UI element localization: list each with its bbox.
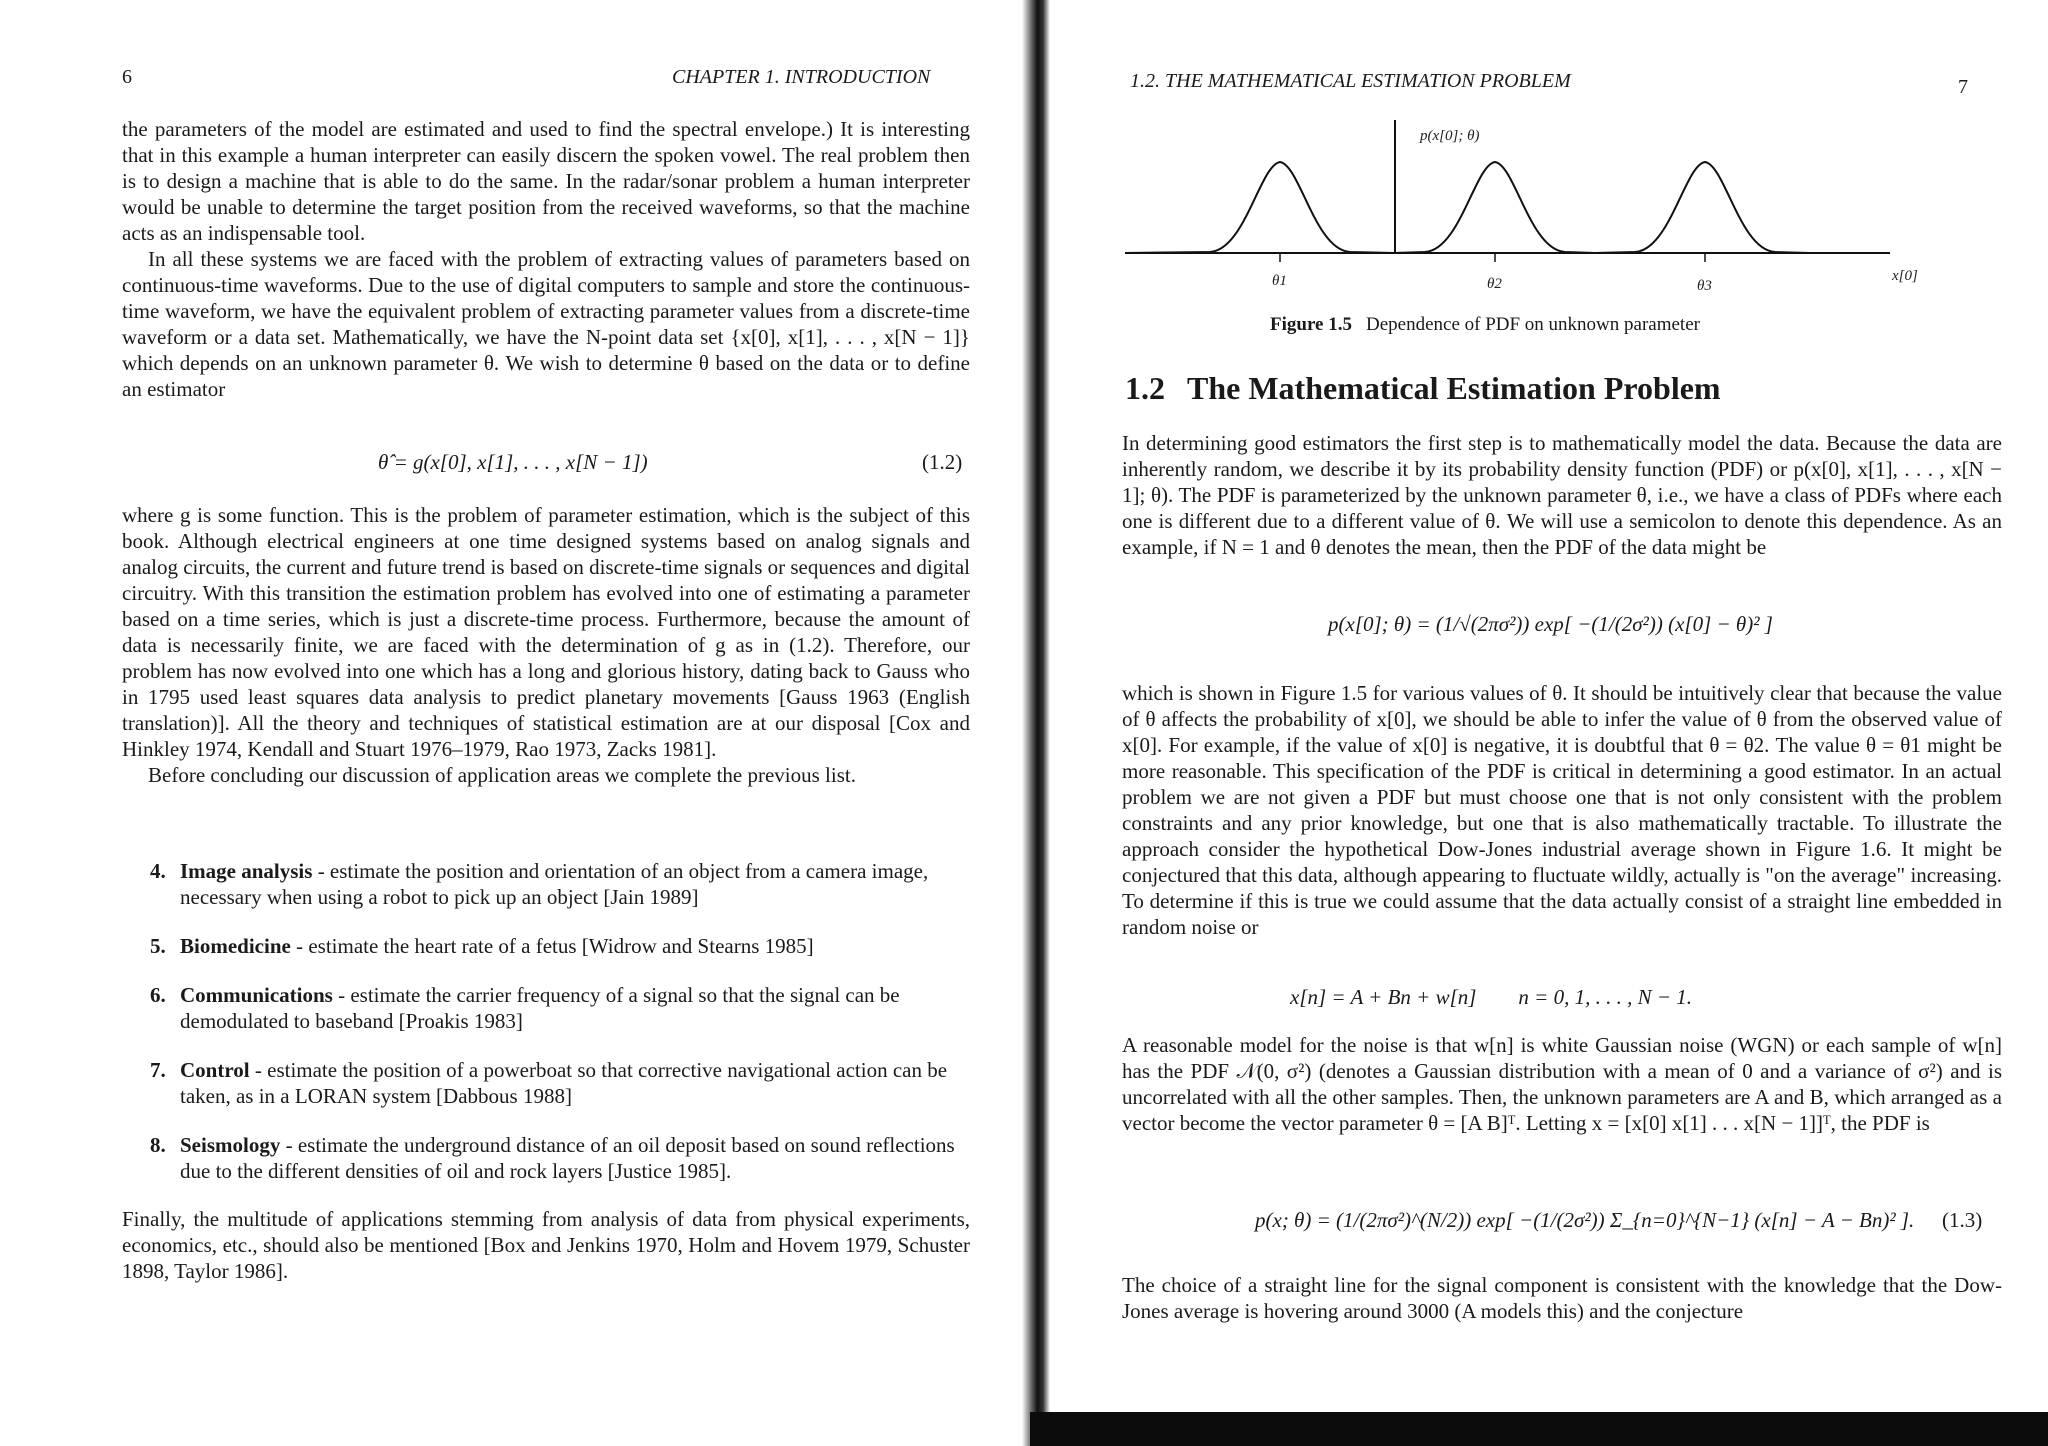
list-item-term: Communications	[180, 983, 333, 1007]
list-item	[150, 982, 970, 1034]
pdf-curve-theta3	[1595, 162, 1810, 253]
equation-pdf: p(x[0]; θ) = (1/√(2πσ²)) exp[ −(1/(2σ²)) (x[0] − θ)² ]	[1328, 612, 1773, 636]
right-running-head: 1.2. THE MATHEMATICAL ESTIMATION PROBLEM	[1130, 70, 1571, 92]
section-heading	[1125, 370, 1721, 407]
left-page-number: 6	[122, 66, 132, 88]
book-spine-shadow	[1022, 0, 1050, 1446]
figure-1-5	[1050, 110, 2048, 300]
list-item-term: Image analysis	[180, 859, 313, 883]
right-para-3: A reasonable model for the noise is that w[n] is white Gaussian noise (WGN) or each sample of w[n] has the PDF 𝒩(0, σ²) (denotes a Gaussian distribution with a mean of 0 and a variance of σ²) and is uncorrelated with all the other samples. Then, the unknown parameters are A and B, which arranged as a vector become the vector parameter θ = [A B]ᵀ. Letting x = [x[0] x[1] . . . x[N − 1]]ᵀ, the PDF is	[1122, 1033, 2002, 1135]
tick-label-theta1: θ1	[1272, 273, 1287, 289]
application-list	[150, 858, 970, 1207]
figure-caption-label: Figure 1.5	[1270, 314, 1352, 335]
left-running-head: CHAPTER 1. INTRODUCTION	[672, 66, 931, 88]
left-para-3: where g is some function. This is the problem of parameter estimation, which is the subject of this book. Although electrical engineers at one time designed systems based on analog signals and analog circuits, the current and future trend is based on discrete-time signals or sequences and digital circuitry. With this transition the estimation problem has evolved into one of estimating a parameter based on a time series, which is just a discrete-time process. Furthermore, because the amount of data is necessarily finite, we are faced with the determination of g as in (1.2). Therefore, our problem has now evolved into one which has a long and glorious history, dating back to Gauss who in 1795 used least squares data analysis to predict planetary movements [Gauss 1963 (English translation)]. All the theory and techniques of statistical estimation are at our disposal [Cox and Hinkley 1974, Kendall and Stuart 1976–1979, Rao 1973, Zacks 1981].	[122, 503, 970, 761]
right-para-4: The choice of a straight line for the signal component is consistent with the knowledge that the Dow-Jones average is hovering around 3000 (A models this) and the conjecture	[1122, 1273, 2002, 1323]
equation-1-3-number: (1.3)	[1942, 1208, 1983, 1232]
list-item-text: - estimate the underground distance of an oil deposit based on sound reflections due to the different densities of oil and rock layers [Justice 1985].	[180, 1133, 955, 1183]
left-body-bottom	[122, 1206, 970, 1284]
pdf-curve-theta1	[1125, 162, 1395, 253]
list-item-number: 4.	[150, 859, 166, 883]
list-item-number: 5.	[150, 934, 166, 958]
left-para-4: Before concluding our discussion of application areas we complete the previous list.	[148, 763, 856, 787]
equation-1-3: p(x; θ) = (1/(2πσ²)^(N/2)) exp[ −(1/(2σ²)) Σ_{n=0}^{N−1} (x[n] − A − Bn)² ].	[1255, 1208, 1915, 1232]
section-title: The Mathematical Estimation Problem	[1187, 370, 1721, 406]
list-item-text: - estimate the heart rate of a fetus [Widrow and Stearns 1985]	[290, 934, 814, 958]
left-body-top	[122, 116, 970, 402]
figure-caption	[1270, 314, 1700, 336]
list-item-text: - estimate the position of a powerboat so that corrective navigational action can be taken, as in a LORAN system [Dabbous 1988]	[180, 1058, 948, 1108]
list-item	[150, 858, 970, 910]
tick-label-theta2: θ2	[1487, 276, 1502, 292]
pdf-curve-theta2	[1395, 162, 1595, 253]
left-para-5: Finally, the multitude of applications stemming from analysis of data from physical experiments, economics, etc., should also be mentioned [Box and Jenkins 1970, Holm and Hovem 1979, Schuster 1898, Taylor 1986].	[122, 1207, 970, 1283]
right-para-1: In determining good estimators the first step is to mathematically model the data. Because the data are inherently random, we describe it by its probability density function (PDF) or p(x[0], x[1], . . . , x[N − 1]; θ). The PDF is parameterized by the unknown parameter θ, i.e., we have a class of PDFs where each one is different due to a different value of θ. We will use a semicolon to denote this dependence. As an example, if N = 1 and θ denotes the mean, then the PDF of the data might be	[1122, 431, 2002, 559]
equation-1-2-number: (1.2)	[922, 450, 963, 474]
right-body-middle	[1122, 680, 2002, 940]
right-para-2: which is shown in Figure 1.5 for various values of θ. It should be intuitively clear that because the value of θ affects the probability of x[0], we should be able to infer the value of θ from the observed value of x[0]. For example, if the value of x[0] is negative, it is doubtful that θ = θ2. The value θ = θ1 might be more reasonable. This specification of the PDF is critical in determining a good estimator. In an actual problem we are not given a PDF but must choose one that is not only consistent with the problem constraints and any prior knowledge, but one that is also mathematically tractable. To illustrate the approach consider the hypothetical Dow-Jones industrial average shown in Figure 1.6. It might be conjectured that this data, although appearing to fluctuate wildly, actually is "on the average" increasing. To determine if this is true we could assume that the data actually consist of a straight line embedded in random noise or	[1122, 681, 2002, 939]
list-item-term: Biomedicine	[180, 934, 291, 958]
figure-y-label: p(x[0]; θ)	[1420, 128, 1480, 144]
list-item	[150, 1132, 970, 1184]
section-number: 1.2	[1125, 370, 1165, 406]
right-page-number: 7	[1958, 76, 1968, 98]
list-item-term: Seismology	[180, 1133, 281, 1157]
figure-caption-text: Dependence of PDF on unknown parameter	[1365, 314, 1700, 335]
equation-line-model: x[n] = A + Bn + w[n] n = 0, 1, . . . , N − 1.	[1290, 985, 1693, 1009]
left-body-middle	[122, 502, 970, 788]
list-item	[150, 933, 970, 959]
left-para-1: the parameters of the model are estimated and used to find the spectral envelope.) It is interesting that in this example a human interpreter can easily discern the spoken vowel. The real problem then is to design a machine that is able to do the same. In the radar/sonar problem a human interpreter would be unable to determine the target position from the received waveforms, so that the machine acts as an indispensable tool.	[122, 117, 970, 245]
right-body-bottom	[1122, 1272, 2002, 1324]
list-item-number: 7.	[150, 1058, 166, 1082]
list-item	[150, 1057, 970, 1109]
list-item-text: - estimate the carrier frequency of a signal so that the signal can be demodulated to baseband [Proakis 1983]	[180, 983, 900, 1033]
right-page	[1050, 0, 2048, 1446]
right-body-lower	[1122, 1032, 2002, 1136]
list-item-number: 8.	[150, 1133, 166, 1157]
list-item-number: 6.	[150, 983, 166, 1007]
equation-1-2: θ̂ = g(x[0], x[1], . . . , x[N − 1])	[378, 450, 648, 474]
right-body-top	[1122, 430, 2002, 560]
tick-label-theta3: θ3	[1697, 278, 1712, 294]
figure-x-label: x[0]	[1892, 268, 1918, 284]
left-para-2: In all these systems we are faced with the problem of extracting values of parameters based on continuous-time waveforms. Due to the use of digital computers to sample and store the continuous-time waveform, we have the equivalent problem of extracting parameter values from a discrete-time waveform or a data set. Mathematically, we have the N-point data set {x[0], x[1], . . . , x[N − 1]} which depends on an unknown parameter θ. We wish to determine θ based on the data or to define an estimator	[122, 247, 970, 401]
list-item-term: Control	[180, 1058, 250, 1082]
list-item-text: - estimate the position and orientation of an object from a camera image, necessary when using a robot to pick up an object [Jain 1989]	[180, 859, 929, 909]
